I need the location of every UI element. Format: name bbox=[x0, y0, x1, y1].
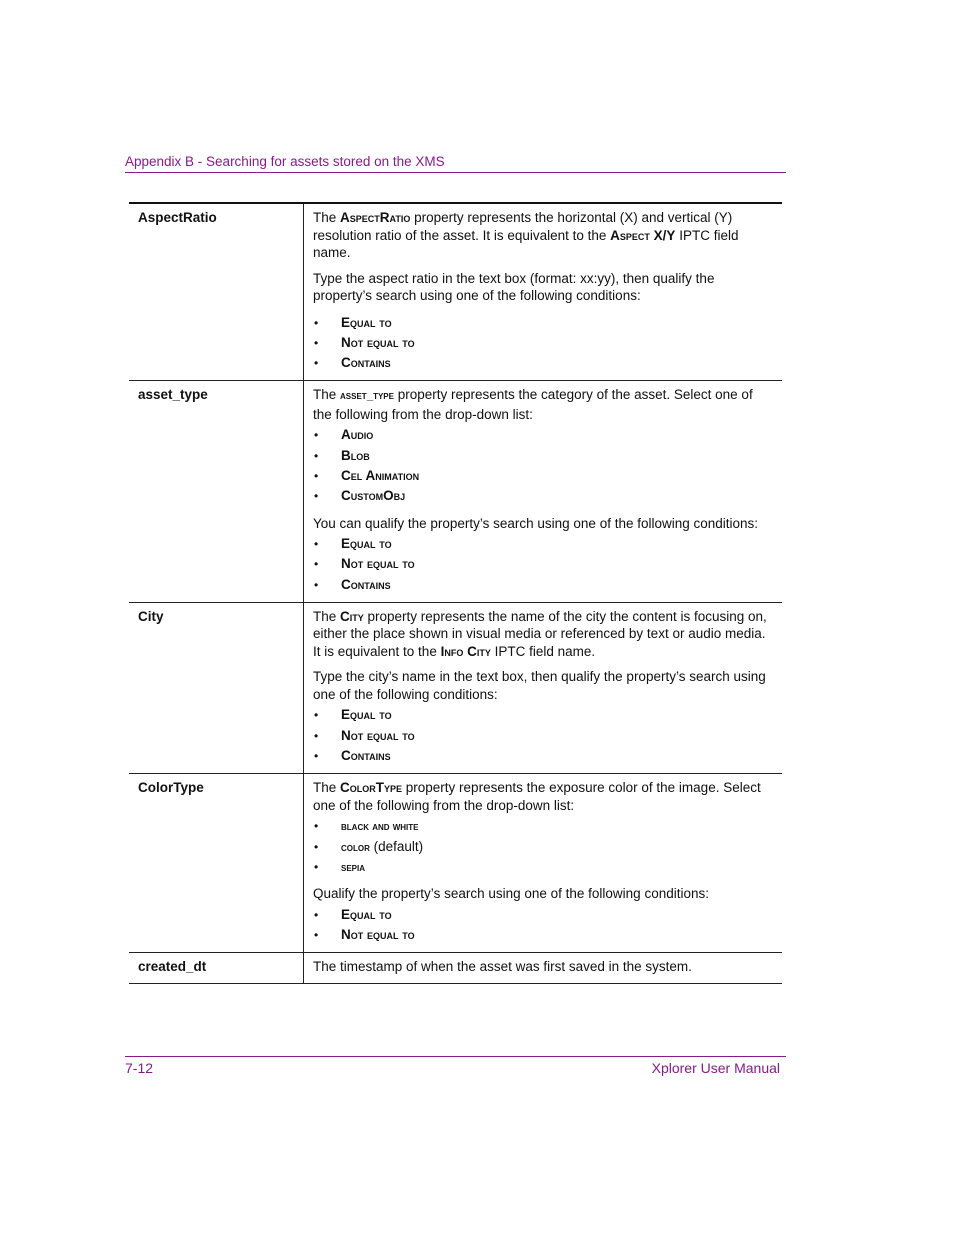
table-row bbox=[129, 381, 782, 603]
page-number: 7-12 bbox=[125, 1060, 154, 1076]
condition-list bbox=[313, 905, 773, 946]
description-paragraph: The ColorType property represents the exposure color of the image. Select one of the following from the drop-down list: bbox=[313, 780, 761, 813]
instruction-paragraph: Type the city’s name in the text box, then qualify the property’s search using one of the following conditions: bbox=[313, 669, 766, 702]
description-paragraph: The timestamp of when the asset was first saved in the system. bbox=[313, 959, 692, 975]
list-item: • Not equal to bbox=[313, 333, 773, 353]
condition-list bbox=[313, 313, 773, 374]
property-term: asset_type bbox=[340, 390, 394, 403]
condition-list bbox=[313, 705, 773, 766]
iptc-term: Aspect X/Y bbox=[610, 227, 676, 243]
instruction-paragraph: You can qualify the property’s search using one of the following conditions: bbox=[313, 515, 759, 531]
table-row bbox=[129, 953, 782, 984]
running-header: Appendix B - Searching for assets stored on the XMS bbox=[125, 154, 786, 173]
description-paragraph: The asset_type property represents the category of the asset. Select one of the following from the drop-down list: bbox=[313, 387, 753, 422]
condition-list bbox=[313, 534, 773, 595]
table-row bbox=[129, 774, 782, 953]
property-term: ColorType bbox=[340, 780, 403, 796]
property-description bbox=[304, 381, 783, 603]
list-item: • Not equal to bbox=[313, 554, 773, 574]
list-item: • Equal to bbox=[313, 313, 773, 333]
iptc-term: Info City bbox=[440, 643, 491, 659]
list-item: • CustomObj bbox=[313, 486, 773, 506]
property-name: asset_type bbox=[129, 381, 304, 603]
property-description bbox=[304, 602, 783, 773]
list-item: • Not equal to bbox=[313, 925, 773, 945]
list-item: • Contains bbox=[313, 353, 773, 373]
property-term: AspectRatio bbox=[340, 210, 411, 225]
option-list bbox=[313, 425, 773, 506]
manual-title: Xplorer User Manual bbox=[651, 1060, 780, 1076]
property-description bbox=[304, 953, 783, 984]
table-row bbox=[129, 203, 782, 381]
list-item: • color (default) bbox=[313, 837, 773, 857]
property-name: created_dt bbox=[129, 953, 304, 984]
footer-rule bbox=[125, 1056, 786, 1057]
property-name: City bbox=[129, 602, 304, 773]
list-item: • Equal to bbox=[313, 534, 773, 554]
table-row bbox=[129, 602, 782, 773]
list-item: • Equal to bbox=[313, 705, 773, 725]
instruction-paragraph: Qualify the property’s search using one of the following conditions: bbox=[313, 886, 709, 902]
property-description bbox=[304, 774, 783, 953]
list-item: • sepia bbox=[313, 857, 773, 877]
list-item: • Contains bbox=[313, 575, 773, 595]
property-term: City bbox=[340, 608, 364, 624]
list-item: • Audio bbox=[313, 425, 773, 445]
property-table bbox=[129, 202, 782, 984]
list-item: • Contains bbox=[313, 746, 773, 766]
property-name: AspectRatio bbox=[129, 203, 304, 381]
list-item: • Equal to bbox=[313, 905, 773, 925]
list-item: • black and white bbox=[313, 816, 773, 836]
property-name: ColorType bbox=[129, 774, 304, 953]
property-description bbox=[304, 203, 783, 381]
option-list bbox=[313, 816, 773, 877]
instruction-paragraph: Type the aspect ratio in the text box (format: xx:yy), then qualify the property’s search using one of the following conditions: bbox=[313, 270, 715, 303]
description-paragraph: The City property represents the name of the city the content is focusing on, either the place shown in visual media or referenced by text or audio media. It is equivalent to the Info City IPTC field name. bbox=[313, 608, 767, 659]
list-item: • Cel Animation bbox=[313, 466, 773, 486]
list-item: • Not equal to bbox=[313, 726, 773, 746]
description-paragraph: The AspectRatio property represents the horizontal (X) and vertical (Y) resolution ratio of the asset. It is equivalent to the Aspect X/Y IPTC field name. bbox=[313, 210, 739, 260]
list-item: • Blob bbox=[313, 446, 773, 466]
